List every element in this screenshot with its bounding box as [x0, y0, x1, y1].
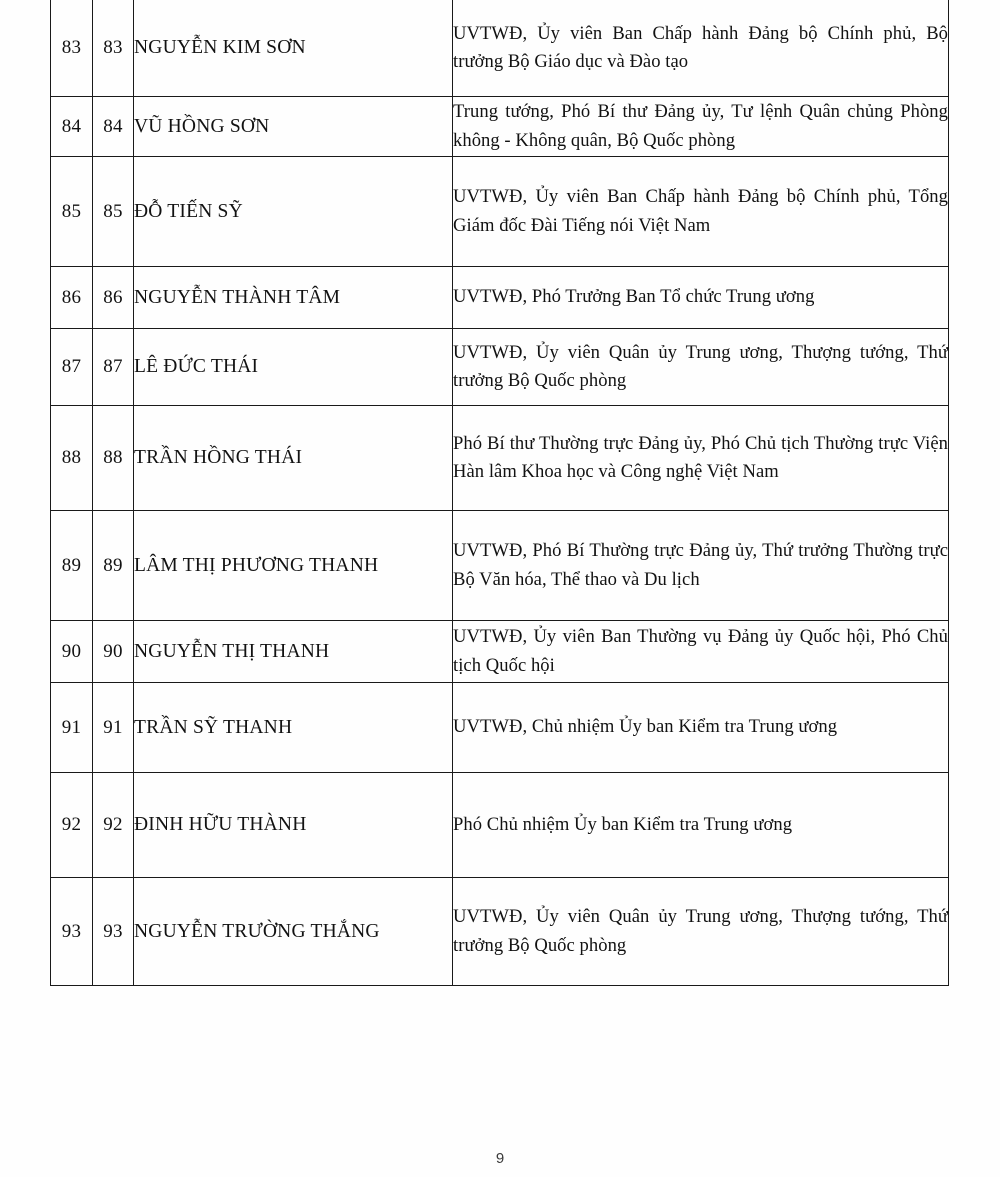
position-description-cell: [453, 267, 949, 329]
person-name-cell: NGUYỄN TRƯỜNG THẮNG: [134, 878, 453, 986]
row-index-cell: 87: [51, 329, 93, 406]
row-number-cell: 91: [93, 683, 134, 773]
person-name-cell: VŨ HỒNG SƠN: [134, 97, 453, 157]
position-description-cell: [453, 157, 949, 267]
row-index-cell: 84: [51, 97, 93, 157]
row-number-cell: 89: [93, 511, 134, 621]
row-number-cell: 83: [93, 0, 134, 97]
table-row: [51, 406, 949, 511]
table-row: [51, 157, 949, 267]
table-row: [51, 511, 949, 621]
position-description-text: UVTWĐ, Ủy viên Quân ủy Trung ương, Thượng tướng, Thứ trưởng Bộ Quốc phòng: [453, 906, 948, 956]
position-description-cell: [453, 97, 949, 157]
table-row: [51, 97, 949, 157]
row-number-cell: 90: [93, 621, 134, 683]
position-description-text: UVTWĐ, Ủy viên Quân ủy Trung ương, Thượng tướng, Thứ trưởng Bộ Quốc phòng: [453, 341, 948, 391]
table-row: [51, 683, 949, 773]
person-name-cell: NGUYỄN THỊ THANH: [134, 621, 453, 683]
personnel-table: [50, 0, 949, 986]
position-description-cell: [453, 511, 949, 621]
person-name-cell: TRẦN HỒNG THÁI: [134, 406, 453, 511]
row-number-cell: 84: [93, 97, 134, 157]
table-row: [51, 0, 949, 97]
person-name-cell: ĐỖ TIẾN SỸ: [134, 157, 453, 267]
position-description-cell: [453, 406, 949, 511]
row-index-cell: 90: [51, 621, 93, 683]
person-name-cell: ĐINH HỮU THÀNH: [134, 773, 453, 878]
person-name-cell: NGUYỄN THÀNH TÂM: [134, 267, 453, 329]
row-index-cell: 91: [51, 683, 93, 773]
position-description-cell: [453, 621, 949, 683]
position-description-cell: [453, 878, 949, 986]
row-index-cell: 85: [51, 157, 93, 267]
table-row: [51, 773, 949, 878]
row-index-cell: 86: [51, 267, 93, 329]
row-index-cell: 92: [51, 773, 93, 878]
table-row: [51, 621, 949, 683]
table-body: [51, 0, 949, 986]
position-description-text: Trung tướng, Phó Bí thư Đảng ủy, Tư lệnh Quân chủng Phòng không - Không quân, Bộ Quốc phòng: [453, 101, 948, 151]
position-description-text: UVTWĐ, Ủy viên Ban Chấp hành Đảng bộ Chính phủ, Tổng Giám đốc Đài Tiếng nói Việt Nam: [453, 186, 948, 236]
position-description-text: UVTWĐ, Ủy viên Ban Chấp hành Đảng bộ Chính phủ, Bộ trưởng Bộ Giáo dục và Đào tạo: [453, 22, 948, 72]
position-description-text: Phó Chủ nhiệm Ủy ban Kiểm tra Trung ương: [453, 813, 793, 835]
row-index-cell: 88: [51, 406, 93, 511]
table-row: [51, 329, 949, 406]
row-number-cell: 92: [93, 773, 134, 878]
row-number-cell: 88: [93, 406, 134, 511]
position-description-cell: [453, 683, 949, 773]
position-description-text: UVTWĐ, Phó Trưởng Ban Tổ chức Trung ương: [453, 286, 815, 308]
table-row: [51, 878, 949, 986]
person-name-cell: NGUYỄN KIM SƠN: [134, 0, 453, 97]
row-index-cell: 93: [51, 878, 93, 986]
row-number-cell: 85: [93, 157, 134, 267]
position-description-cell: [453, 0, 949, 97]
position-description-cell: [453, 329, 949, 406]
position-description-cell: [453, 773, 949, 878]
row-index-cell: 89: [51, 511, 93, 621]
row-number-cell: 86: [93, 267, 134, 329]
page-number: 9: [495, 1150, 505, 1167]
position-description-text: Phó Bí thư Thường trực Đảng ủy, Phó Chủ tịch Thường trực Viện Hàn lâm Khoa học và Công nghệ Việt Nam: [453, 432, 948, 482]
person-name-cell: LÂM THỊ PHƯƠNG THANH: [134, 511, 453, 621]
row-index-cell: 83: [51, 0, 93, 97]
person-name-cell: LÊ ĐỨC THÁI: [134, 329, 453, 406]
position-description-text: UVTWĐ, Phó Bí Thường trực Đảng ủy, Thứ trưởng Thường trực Bộ Văn hóa, Thể thao và Du lịch: [453, 540, 948, 590]
row-number-cell: 93: [93, 878, 134, 986]
position-description-text: UVTWĐ, Ủy viên Ban Thường vụ Đảng ủy Quốc hội, Phó Chủ tịch Quốc hội: [453, 626, 948, 676]
row-number-cell: 87: [93, 329, 134, 406]
table-row: [51, 267, 949, 329]
person-name-cell: TRẦN SỸ THANH: [134, 683, 453, 773]
position-description-text: UVTWĐ, Chủ nhiệm Ủy ban Kiểm tra Trung ương: [453, 716, 838, 738]
